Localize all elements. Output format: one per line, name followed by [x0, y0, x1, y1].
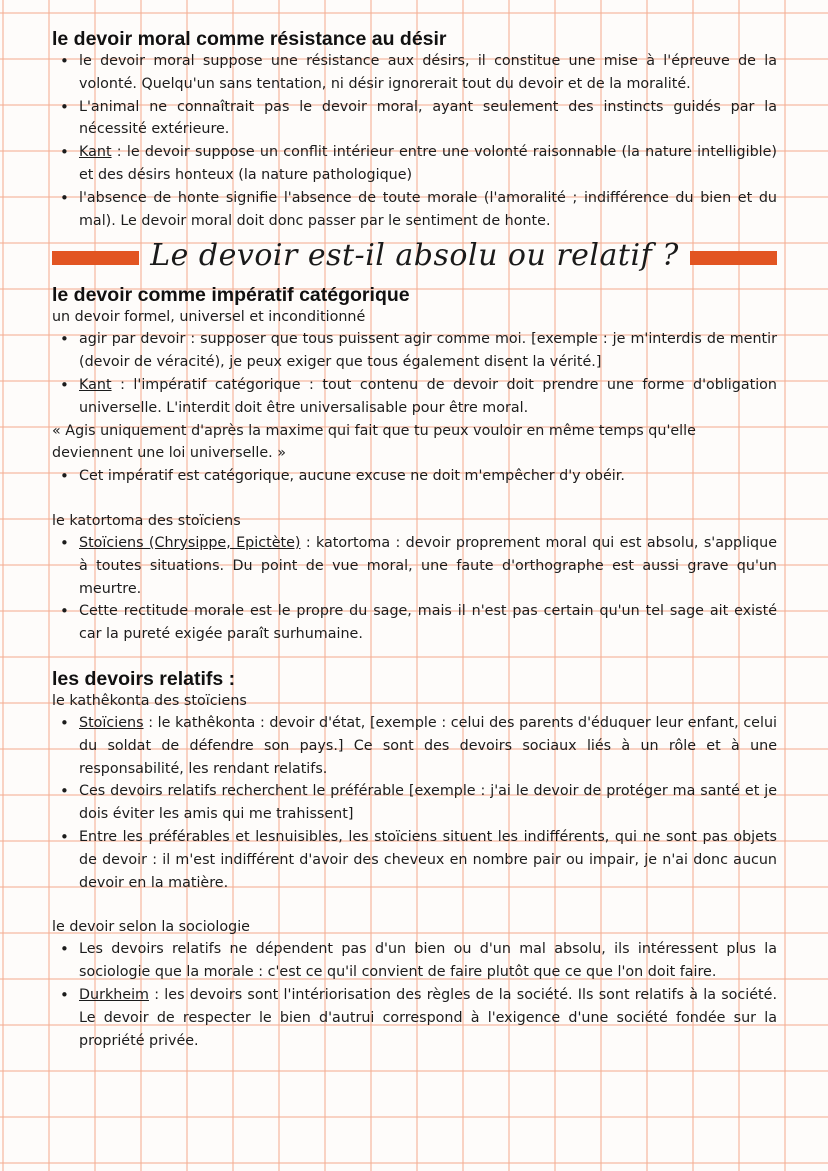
section-sociology: [52, 916, 777, 1052]
list-item: • le devoir moral suppose une résistance aux désirs, il constitue une mise à l'épreuve de la volonté. Quelqu'un sans tentation, ni désir ignorerait tout du devoir et de la moralité.: [79, 50, 777, 96]
banner-bar-right: [690, 251, 777, 265]
list-item: [79, 141, 777, 187]
list-item: • Cet impératif est catégorique, aucune excuse ne doit m'empêcher d'y obéir.: [79, 465, 777, 488]
subtitle-categorical: un devoir formel, universel et inconditionné: [52, 309, 366, 326]
list-item: • Entre les préférables et lesnuisibles, les stoïciens situent les indifférents, qui ne sont pas objets de devoir : il m'est indifférent d'avoir des cheveux en nombre pair ou impair, je n'ai donc aucun devoir en la matière.: [79, 826, 777, 894]
author-stoics: Stoïciens (Chrysippe, Epictète): [79, 534, 301, 551]
section-banner: [52, 234, 777, 280]
author-kant: Kant: [79, 376, 112, 393]
list-item: [79, 984, 777, 1052]
section-katortoma: [52, 510, 777, 646]
banner-bar-left: [52, 251, 139, 265]
author-durkheim: Durkheim: [79, 986, 149, 1003]
heading-categorical: le devoir comme impératif catégorique: [52, 284, 410, 307]
list-relative: [52, 712, 777, 894]
list-desire: [52, 50, 777, 232]
list-sociology: [52, 938, 777, 1052]
list-item: [79, 712, 777, 780]
subtitle-katortoma: le katortoma des stoïciens: [52, 512, 241, 529]
section-desire: [52, 28, 777, 232]
subtitle-kathekonta: le kathêkonta des stoïciens: [52, 692, 247, 709]
author-kant: Kant: [79, 144, 112, 161]
list-item: • l'absence de honte signifie l'absence de toute morale (l'amoralité ; indifférence du bien et du mal). Le devoir moral doit donc passer par le sentiment de honte.: [79, 187, 777, 233]
author-stoics: Stoïciens: [79, 714, 144, 731]
list-item: [79, 374, 777, 420]
kant-text: : l'impératif catégorique : tout contenu de devoir doit prendre une forme d'obligation universelle. L'interdit doit être universalisable pour être moral.: [79, 376, 777, 416]
banner-title: Le devoir est-il absolu ou relatif ?: [150, 238, 679, 274]
list-categorical: [52, 328, 777, 419]
list-item: • agir par devoir : supposer que tous puissent agir comme moi. [exemple : je m'interdis de mentir (devoir de véracité), je peux exiger que tous également disent la vérité.]: [79, 328, 777, 374]
stoic-text: : katortoma : devoir proprement moral qui est absolu, s'applique à toutes situations. Du point de vue moral, une faute d'orthographe est aussi grave qu'un meurtre.: [79, 534, 777, 597]
document-page: [52, 28, 777, 1052]
list-item: [79, 532, 777, 600]
list-item: • Les devoirs relatifs ne dépendent pas d'un bien ou d'un mal absolu, ils intéressent plus la sociologie que la morale : c'est ce qu'il convient de faire plutôt que ce que l'on doit faire.: [79, 938, 777, 984]
section-categorical: [52, 284, 777, 488]
durkheim-text: : les devoirs sont l'intériorisation des règles de la société. Ils sont relatifs à la société. Le devoir de respecter le bien d'autrui correspond à l'exigence d'une société fondée sur la propriété privée.: [79, 986, 777, 1049]
section-relative: [52, 668, 777, 894]
stoic-text: : le kathêkonta : devoir d'état, [exemple : celui des parents d'éduquer leur enfant, celui du soldat de défendre son pays.] Ce sont des devoirs sociaux liés à un rôle et à une responsabilité, les rendant relatifs.: [79, 714, 777, 777]
list-item: • Cette rectitude morale est le propre du sage, mais il n'est pas certain qu'un tel sage ait existé car la pureté exigée paraît surhumaine.: [79, 600, 777, 646]
list-katortoma: [52, 532, 777, 646]
list-item: • Ces devoirs relatifs recherchent le préférable [exemple : j'ai le devoir de protéger ma santé et je dois éviter les amis qui me trahissent]: [79, 780, 777, 826]
list-item: • L'animal ne connaîtrait pas le devoir moral, ayant seulement des instincts guidés par la nécessité extérieure.: [79, 96, 777, 142]
kant-text: : le devoir suppose un conflit intérieur entre une volonté raisonnable (la nature intelligible) et des désirs honteux (la nature pathologique): [79, 144, 777, 183]
list-categorical-2: [52, 465, 777, 488]
kant-quote: « Agis uniquement d'après la maxime qui fait que tu peux vouloir en même temps qu'elle deviennent une loi universelle. »: [52, 422, 696, 462]
subtitle-sociology: le devoir selon la sociologie: [52, 919, 250, 936]
heading-desire: le devoir moral comme résistance au désir: [52, 28, 447, 50]
heading-relative: les devoirs relatifs :: [52, 667, 236, 690]
